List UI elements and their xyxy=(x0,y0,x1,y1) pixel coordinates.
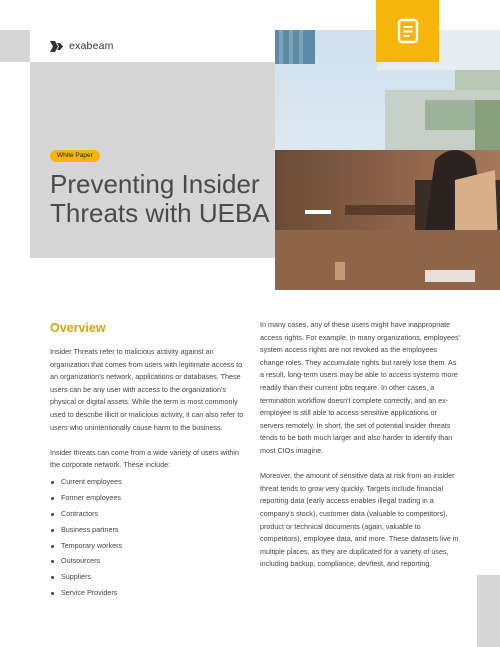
list-item: Suppliers xyxy=(50,571,246,584)
title-line-1: Preventing Insider xyxy=(50,169,260,199)
list-item: Contractors xyxy=(50,508,246,521)
left-column xyxy=(50,320,246,603)
section-heading: Overview xyxy=(50,321,106,335)
list-item: Temporary workers xyxy=(50,540,246,553)
page-title xyxy=(50,170,370,228)
user-types-list xyxy=(50,476,246,600)
paragraph: Moreover, the amount of sensitive data at risk from an insider threat tends to grow very quickly. Targets include financial reporting data (early access enables illegal trading in a company's stock), customer data (valuable to competitors), product or technical documents (again, valuable to competitors), employee data, and more. These datasets live in multiple places, as they are duplicated for a variety of uses, including backup, compliance, dev/test, and reporting. xyxy=(260,471,459,569)
cover-photo xyxy=(275,30,500,290)
exabeam-logo-icon xyxy=(50,41,63,52)
list-item: Current employees xyxy=(50,476,246,489)
office-city-photo xyxy=(275,30,500,290)
paragraph: In many cases, any of these users might have inappropriate access rights. For example, in many organizations, employees' system access rights are not revoked as the employees change roles. They accumulate rights but rarely lose them. As a result, long-term users may be able to access systems more readily than their current jobs require. In other cases, a termination workflow doesn't complete correctly, and an ex-employee is still able to access sensitive applications or servers remotely. In short, the set of potential insider threats tends to be both much larger and also harder to identify than most CIOs imagine. xyxy=(260,320,460,455)
paragraph: Insider threats can come from a wide variety of users within the corporate network. These include: xyxy=(50,447,239,470)
page-corner-accent xyxy=(477,575,500,647)
list-item: Service Providers xyxy=(50,587,246,600)
document-icon xyxy=(397,18,419,44)
list-item: Business partners xyxy=(50,524,246,537)
list-item: Former employees xyxy=(50,492,246,505)
brand-logo xyxy=(50,40,114,52)
header-accent-strip xyxy=(0,30,30,62)
paragraph: Insider Threats refer to malicious activity against an organization that comes from users with legitimate access to an organization's network, applications or databases. These users can be any user with access to the organization's physical or digital assets. While the term is most commonly used to describe illicit or malicious activity, it can also refer to users who unintentionally cause harm to the business. xyxy=(50,347,244,432)
document-tab xyxy=(376,0,439,62)
title-line-2: Threats with UEBA xyxy=(50,198,270,228)
right-column xyxy=(260,319,460,583)
list-item: Outsourcers xyxy=(50,555,246,568)
document-type-badge: White Paper xyxy=(50,150,100,162)
logo-wordmark: exabeam xyxy=(69,40,114,52)
